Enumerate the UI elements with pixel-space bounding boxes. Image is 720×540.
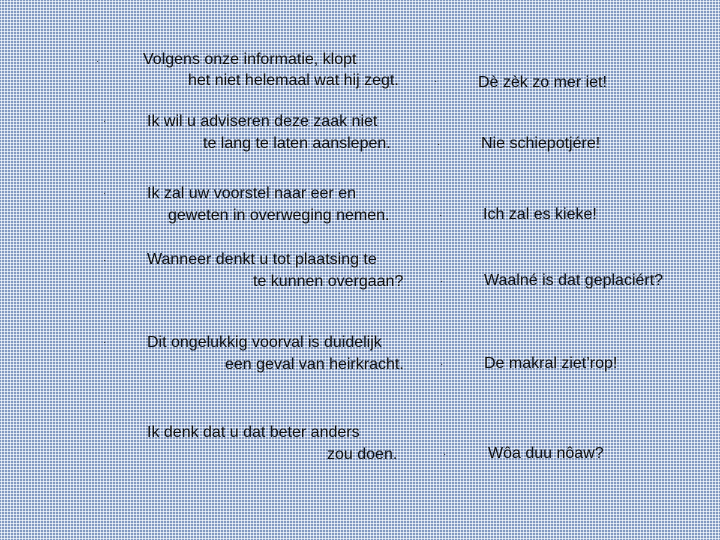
standard-phrase-2-line-2: te lang te laten aanslepen. [203, 135, 391, 152]
bullet-right-6: · [443, 449, 447, 460]
dialect-phrase-4: Waalné is dat geplaciért? [484, 272, 664, 289]
standard-phrase-6-line-1: Ik denk dat u dat beter anders [147, 424, 360, 441]
bullet-right-5: · [440, 359, 444, 370]
standard-phrase-3-line-1: Ik zal uw voorstel naar eer en [147, 185, 356, 202]
standard-phrase-1-line-2: het niet helemaal wat hij zegt. [188, 72, 399, 89]
standard-phrase-5-line-1: Dit ongelukkig voorval is duidelijk [147, 334, 382, 351]
dialect-phrase-2: Nie schiepotjére! [481, 135, 601, 152]
standard-phrase-6-line-2: zou doen. [327, 446, 398, 463]
dialect-phrase-6: Wôa duu nôaw? [488, 445, 604, 462]
bullet-right-2: · [437, 139, 441, 150]
bullet-left-1: · [96, 56, 100, 67]
bullet-right-3: · [439, 210, 443, 221]
standard-phrase-1-line-1: Volgens onze informatie, klopt [143, 51, 357, 68]
bullet-left-2: · [103, 116, 107, 127]
dialect-phrase-5: De makral ziet’rop! [484, 355, 618, 372]
bullet-left-4: · [103, 255, 107, 266]
bullet-right-1: · [434, 76, 438, 87]
bullet-left-3: · [103, 188, 107, 199]
bullet-left-5: · [103, 337, 107, 348]
standard-phrase-4-line-1: Wanneer denkt u tot plaatsing te [147, 251, 377, 268]
standard-phrase-2-line-1: Ik wil u adviseren deze zaak niet [147, 113, 378, 130]
dialect-phrase-3: Ich zal es kieke! [483, 206, 597, 223]
bullet-right-4: · [440, 276, 444, 287]
standard-phrase-3-line-2: geweten in overweging nemen. [168, 207, 390, 224]
dialect-phrase-1: Dè zèk zo mer iet! [478, 74, 607, 91]
standard-phrase-4-line-2: te kunnen overgaan? [253, 273, 404, 290]
standard-phrase-5-line-2: een geval van heirkracht. [225, 356, 404, 373]
